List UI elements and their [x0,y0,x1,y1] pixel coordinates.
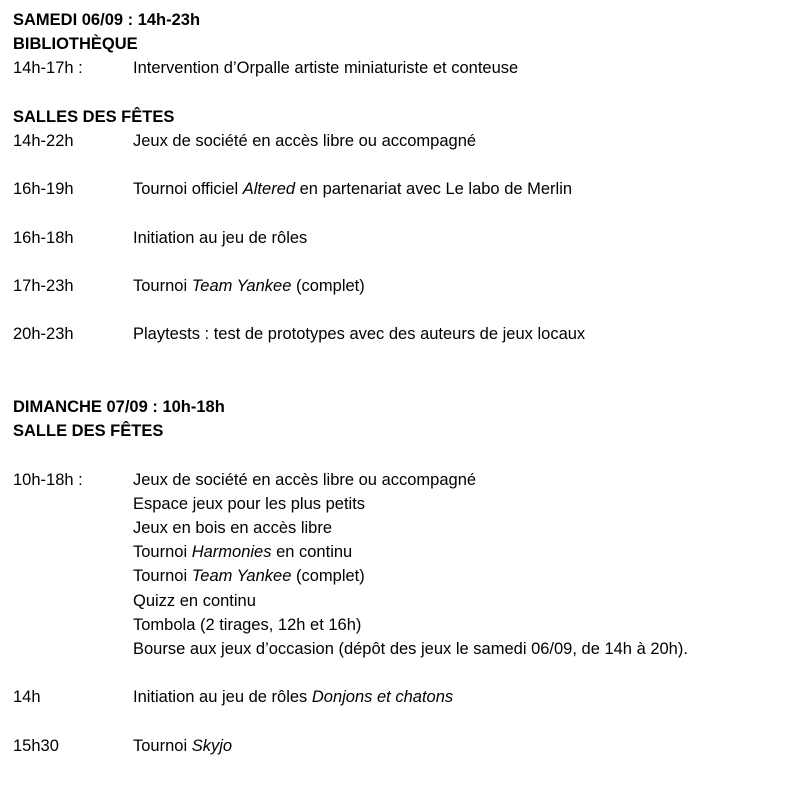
schedule-row [13,56,788,80]
event-time: 14h-22h [13,131,74,150]
event-description: Playtests : test de prototypes avec des auteurs de jeux locaux [133,325,586,344]
event-description: Initiation au jeu de rôles [133,228,308,247]
hall-title: SALLE DES FÊTES [13,422,164,441]
schedule-row [13,734,788,758]
event-time: 10h-18h : [13,470,83,489]
event-time: 14h-17h : [13,59,83,78]
event-time: 17h-23h [13,277,74,296]
schedule-row [13,274,788,298]
activity-line: Quizz en continu [133,591,256,610]
activity-line: Bourse aux jeux d’occasion (dépôt des jeux le samedi 06/09, de 14h à 20h). [133,639,688,658]
schedule-row [13,226,788,250]
game-title: Skyjo [191,736,233,755]
event-time: 16h-19h [13,180,74,199]
game-title: Altered [242,180,296,199]
activity-line: Jeux en bois en accès libre [133,518,333,537]
event-description: Tournoi Skyjo [133,736,233,755]
game-title: Team Yankee [191,567,292,586]
game-title: Donjons et chatons [311,688,454,707]
event-description: Jeux de société en accès libre ou accompagné [133,470,477,489]
event-description: Intervention d’Orpalle artiste miniaturiste et conteuse [133,59,519,78]
activity-line: Tournoi Harmonies en continu [133,543,353,562]
schedule-row [13,322,788,346]
schedule-row [13,129,788,153]
halls-title: SALLES DES FÊTES [13,107,175,126]
event-description: Jeux de société en accès libre ou accompagné [133,131,477,150]
game-title: Harmonies [191,543,272,562]
event-time: 20h-23h [13,325,74,344]
schedule-row [13,685,788,709]
schedule-document [13,8,788,758]
event-description: Tournoi Team Yankee (complet) [133,277,365,296]
library-title: BIBLIOTHÈQUE [13,35,138,54]
event-description: Initiation au jeu de rôles Donjons et chatons [133,688,454,707]
saturday-heading: SAMEDI 06/09 : 14h-23h [13,11,201,29]
game-title: Team Yankee [191,277,292,296]
sunday-heading: DIMANCHE 07/09 : 10h-18h [13,398,225,417]
schedule-row [13,177,788,201]
event-time: 16h-18h [13,228,74,247]
activity-line: Espace jeux pour les plus petits [133,494,366,513]
schedule-row [13,468,788,492]
event-time: 15h30 [13,736,59,755]
activity-line: Tournoi Team Yankee (complet) [133,567,365,586]
event-description: Tournoi officiel Altered en partenariat avec Le labo de Merlin [133,180,573,199]
event-time: 14h [13,688,41,707]
activity-line: Tombola (2 tirages, 12h et 16h) [133,615,362,634]
